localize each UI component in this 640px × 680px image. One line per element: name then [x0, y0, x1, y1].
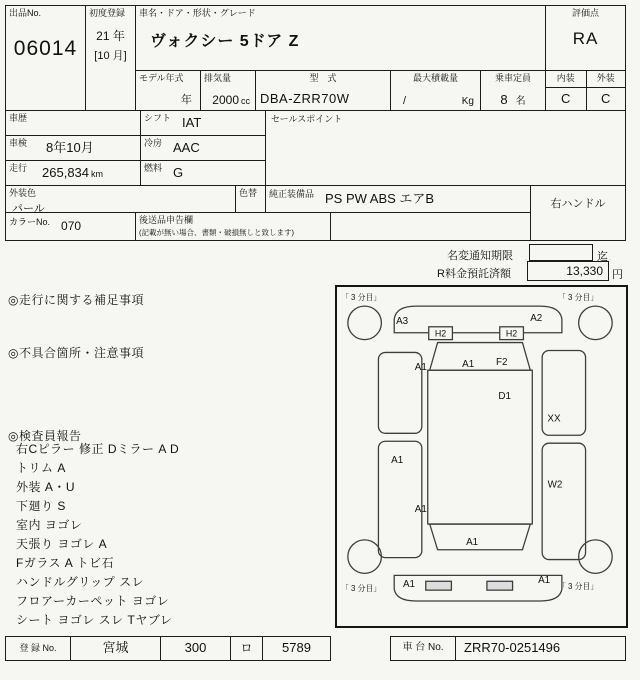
color-no-value: 070	[61, 219, 82, 233]
score-value: RA	[572, 29, 599, 48]
fuel-label: 燃料	[144, 163, 163, 173]
later-shipment-label: 後送品申告欄	[139, 215, 194, 225]
aircon-cell	[140, 135, 266, 161]
max-load-value: /	[403, 95, 407, 107]
model-year-label: モデル年式	[139, 73, 184, 83]
inspector-line: Fガラス A トビ石	[16, 556, 114, 570]
exterior-label: 外装	[586, 71, 626, 87]
inspector-report-title: ◎検査員報告	[8, 429, 82, 443]
damage-marker: A3	[396, 315, 409, 327]
tire-tread-label: 「 3 分目」	[557, 293, 599, 303]
capacity-value: 8	[500, 92, 508, 107]
max-load-cell	[390, 70, 481, 111]
sales-point-label: セールスポイント	[271, 114, 343, 124]
damage-marker: H2	[505, 328, 518, 339]
car-side-view-bottom	[394, 575, 562, 601]
equipment-cell	[265, 185, 531, 213]
damage-marker: W2	[547, 479, 563, 491]
tire-tread-label: 「 3 分目」	[557, 582, 599, 592]
color-change-cell	[235, 185, 266, 213]
later-shipment-note: (記載が無い場合、書類・破損無しと致します)	[139, 228, 294, 237]
car-damage-diagram	[335, 285, 628, 628]
color-no-label: カラーNo.	[9, 217, 51, 227]
equipment-label: 純正装備品	[269, 189, 315, 199]
inspector-line: 天張り ヨゴレ A	[16, 537, 108, 551]
inspector-line: 外装 A・U	[16, 480, 76, 494]
inspector-line: 右Cピラー 修正 Dミラー A D	[16, 442, 180, 456]
damage-marker: A1	[462, 359, 475, 371]
shift-label: シフト	[144, 113, 172, 123]
registration-no-label: 登 録 No.	[5, 636, 71, 661]
exterior-value: C	[586, 87, 626, 110]
car-name-value: ヴォクシー 5ドア Z	[150, 33, 300, 50]
lamp-right-icon	[487, 581, 513, 590]
defects-title: ◎不具合箇所・注意事項	[8, 346, 144, 360]
first-registration-cell	[85, 5, 136, 111]
model-year-unit: 年	[181, 94, 192, 106]
damage-markers	[391, 313, 562, 590]
damage-marker: A2	[530, 312, 543, 324]
interior-value: C	[546, 87, 586, 110]
max-load-unit: Kg	[461, 96, 474, 107]
exterior-color-value: パール	[12, 203, 45, 215]
damage-marker: F2	[495, 357, 508, 369]
inspector-line: 下廻り S	[16, 499, 66, 513]
lamp-left-icon	[426, 581, 452, 590]
registration-prefecture: 宮城	[70, 636, 161, 661]
exterior-color-label: 外装色	[9, 188, 37, 198]
recycle-deposit-label: R料金預託済額	[437, 268, 511, 280]
capacity-cell	[480, 70, 546, 111]
max-load-label: 最大積載量	[412, 73, 458, 83]
damage-marker: D1	[498, 390, 511, 402]
tire-front-right-icon	[579, 306, 613, 340]
exhibit-no-cell	[5, 5, 86, 111]
aircon-label: 冷房	[144, 138, 163, 148]
color-no-cell	[5, 212, 136, 241]
damage-marker: A1	[538, 575, 551, 587]
damage-marker: H2	[434, 328, 447, 339]
displacement-cell	[200, 70, 256, 111]
exhibit-no-value: 06014	[13, 37, 78, 60]
model-year-cell	[135, 70, 201, 111]
inspector-report-lines	[16, 440, 179, 630]
tire-tread-label: 「 3 分目」	[340, 293, 382, 303]
first-registration-month: [10 月]	[94, 50, 127, 62]
rear-window	[430, 524, 531, 550]
mileage-cell	[5, 160, 141, 186]
history-label: 車歴	[9, 113, 28, 123]
car-name-cell	[135, 5, 546, 71]
damage-marker: A1	[402, 579, 416, 591]
model-code-label: 型 式	[309, 73, 337, 83]
handle-cell	[530, 185, 626, 241]
damage-marker: XX	[547, 413, 561, 425]
model-code-cell	[255, 70, 391, 111]
car-name-label: 車名・ドア・形状・グレード	[139, 8, 256, 18]
inspection-label: 車検	[9, 138, 28, 148]
displacement-unit: cc	[241, 96, 250, 106]
recycle-deposit-value: 13,330	[527, 261, 609, 281]
blank-cell	[330, 212, 531, 241]
displacement-label: 排気量	[204, 73, 232, 83]
mileage-remarks-title: ◎走行に関する補足事項	[8, 293, 144, 307]
right-rear-panel	[542, 443, 585, 559]
inspection-cell	[5, 135, 141, 161]
tire-tread-label: 「 3 分目」	[340, 584, 382, 594]
first-registration-year: 21 年	[96, 29, 125, 43]
inspector-line: ハンドルグリップ スレ	[16, 575, 145, 589]
handle-value: 右ハンドル	[550, 198, 606, 210]
equipment-value: PS PW ABS エアB	[325, 191, 435, 206]
mileage-label: 走行	[9, 163, 28, 173]
mileage-value: 265,834	[42, 165, 90, 180]
registration-class-no: 300	[160, 636, 231, 661]
damage-marker: A1	[414, 504, 427, 516]
inspector-line: 室内 ヨゴレ	[16, 518, 83, 532]
displacement-value: 2000	[212, 93, 239, 107]
windshield	[430, 343, 531, 371]
tire-rear-left-icon	[348, 540, 382, 574]
tire-front-left-icon	[348, 306, 382, 340]
mileage-unit: km	[91, 169, 104, 179]
name-change-label: 名変通知期限	[447, 250, 513, 262]
name-change-suffix: 迄	[597, 251, 608, 263]
fuel-cell	[140, 160, 266, 186]
car-outline	[348, 306, 612, 601]
interior-label: 内装	[556, 73, 575, 83]
shift-value: IAT	[182, 115, 202, 130]
first-registration-label: 初度登録	[89, 8, 126, 18]
fuel-value: G	[173, 165, 184, 180]
chassis-no-value: ZRR70-0251496	[455, 636, 626, 661]
chassis-no-label: 車 台 No.	[390, 636, 456, 661]
registration-number: 5789	[262, 636, 331, 661]
damage-marker: A1	[414, 362, 427, 374]
exterior-color-cell	[5, 185, 236, 213]
score-cell	[545, 5, 626, 71]
damage-marker: A1	[466, 536, 479, 548]
name-change-box	[529, 244, 593, 261]
model-code-value: DBA-ZRR70W	[260, 91, 350, 106]
color-change-label: 色替	[239, 188, 258, 198]
inspector-line: フロアーカーペット ヨゴレ	[16, 594, 170, 608]
recycle-deposit-unit: 円	[612, 269, 623, 281]
roof-panel	[428, 370, 533, 524]
score-label: 評価点	[571, 8, 599, 18]
history-cell	[5, 110, 141, 136]
capacity-unit: 名	[515, 96, 526, 107]
sales-point-cell	[265, 110, 626, 186]
capacity-label: 乗車定員	[494, 73, 531, 83]
shift-cell	[140, 110, 266, 136]
exhibit-no-label: 出品No.	[9, 8, 42, 18]
damage-marker: A1	[391, 454, 404, 466]
aircon-value: AAC	[173, 140, 200, 155]
interior-exterior-cell	[545, 70, 626, 111]
inspector-line: トリム A	[16, 461, 66, 475]
inspector-line: シート ヨゴレ スレ Tヤブレ	[16, 613, 173, 627]
inspection-value: 8年10月	[46, 140, 94, 155]
later-shipment-cell	[135, 212, 331, 241]
registration-kana: ロ	[230, 636, 263, 661]
